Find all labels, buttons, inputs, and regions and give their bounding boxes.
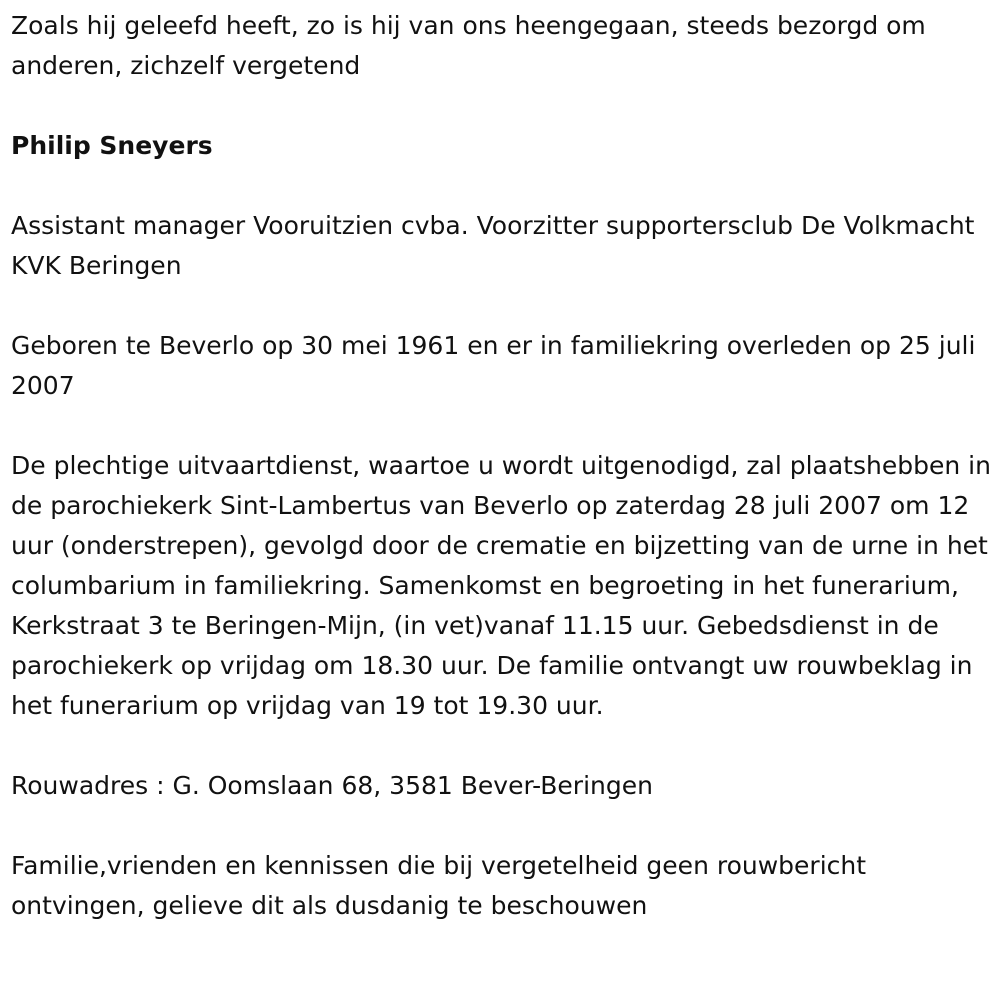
birth-death-paragraph: Geboren te Beverlo op 30 mei 1961 en er in familiekring overleden op 25 juli 2007 xyxy=(11,331,976,400)
closing-paragraph: Familie,vrienden en kennissen die bij vergetelheid geen rouwbericht ontvingen, gelieve dit als dusdanig te beschouwen xyxy=(11,851,867,920)
occupation-paragraph: Assistant manager Vooruitzien cvba. Voorzitter supportersclub De Volkmacht KVK Beringen xyxy=(11,211,975,280)
address-paragraph: Rouwadres : G. Oomslaan 68, 3581 Bever-Beringen xyxy=(11,771,653,800)
deceased-name: Philip Sneyers xyxy=(11,131,213,160)
obituary-text xyxy=(11,6,991,926)
motto-paragraph: Zoals hij geleefd heeft, zo is hij van ons heengegaan, steeds bezorgd om anderen, zichzelf vergetend xyxy=(11,11,926,80)
funeral-paragraph: De plechtige uitvaartdienst, waartoe u wordt uitgenodigd, zal plaatshebben in de parochiekerk Sint-Lambertus van Beverlo op zaterdag 28 juli 2007 om 12 uur (onderstrepen), gevolgd door de crematie en bijzetting van de urne in het columbarium in familiekring. Samenkomst en begroeting in het funerarium, Kerkstraat 3 te Beringen-Mijn, (in vet)vanaf 11.15 uur. Gebedsdienst in de parochiekerk op vrijdag om 18.30 uur. De familie ontvangt uw rouwbeklag in het funerarium op vrijdag van 19 tot 19.30 uur. xyxy=(11,451,991,720)
